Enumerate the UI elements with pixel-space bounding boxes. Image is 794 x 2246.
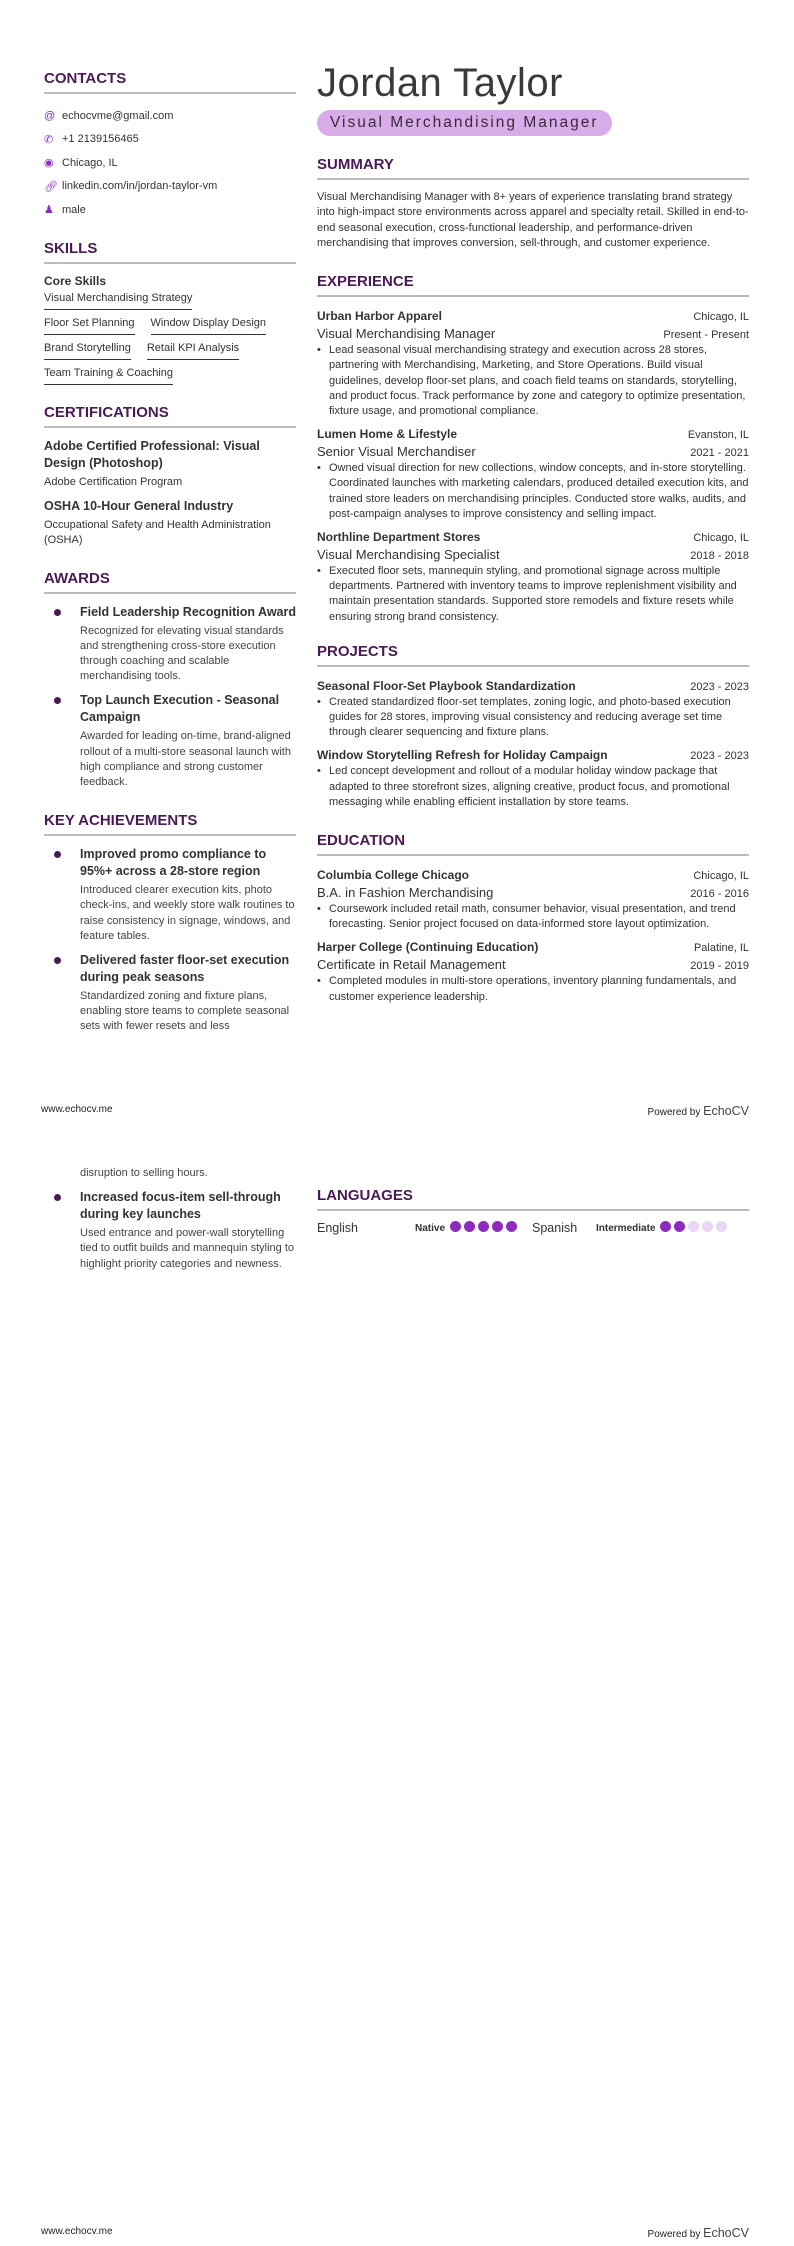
footer-powered: [648, 1104, 749, 1118]
rating-dot-filled: [492, 1221, 503, 1232]
left-column: [44, 70, 296, 1043]
contact-text: male: [62, 203, 86, 216]
achievement-title: Delivered faster floor-set execution during peak seasons: [80, 952, 290, 984]
summary-text: Visual Merchandising Manager with 8+ years of experience translating brand strategy into high-impact store environments across apparel and specialty retail. Skilled in end-to-end seasonal execution, cross-functional leadership, and performance-driven merchandising that improves conversion, sell-through, and customer experience.: [317, 191, 749, 249]
location: Evanston, IL: [687, 429, 749, 442]
bullet-text: Created standardized floor-set templates, zoning logic, and photo-based execution guides for 28 stores, improving visual consistency and reducing average set time through clearer sequencing and fixture plans.: [329, 695, 731, 739]
at-icon: @: [44, 109, 56, 122]
skill-tag: Floor Set Planning: [44, 317, 135, 335]
language-rating: [450, 1221, 520, 1235]
contact-phone[interactable]: [44, 128, 296, 152]
award-title: Top Launch Execution - Seasonal Campaign: [80, 693, 280, 725]
cert-issuer: Adobe Certification Program: [44, 475, 183, 488]
achievement-item: [44, 1189, 296, 1272]
bullet-text: Led concept development and rollout of a modular holiday window package that adapted to three storefront sizes, aligning creative, product focus, and promotional messaging while enabling efficient installation by store teams.: [329, 765, 730, 808]
dates: 2023 - 2023: [690, 680, 749, 693]
phone-icon: ✆: [44, 133, 54, 146]
award-item: [44, 692, 296, 790]
rating-dot-filled: [478, 1221, 489, 1232]
dates: 2021 - 2021: [690, 447, 749, 460]
contact-linkedin[interactable]: [44, 175, 296, 199]
achievement-title: Improved promo compliance to 95%+ across a 28-store region: [80, 847, 267, 879]
experience-section: [317, 273, 749, 625]
skill-tag: Team Training & Coaching: [44, 367, 173, 385]
projects-section: [317, 643, 749, 810]
contact-email[interactable]: [44, 104, 296, 128]
skill-tag: Window Display Design: [151, 317, 267, 335]
contact-location: [44, 151, 296, 175]
contact-text: Chicago, IL: [62, 156, 118, 169]
languages-section: [317, 1187, 749, 1235]
project-title: Window Storytelling Refresh for Holiday Campaign: [317, 748, 608, 763]
dates: 2019 - 2019: [690, 960, 749, 973]
achievement-desc: Introduced clearer execution kits, photo check-ins, and weekly store walk routines to raise consistency in signage, windows, and feature tables.: [80, 884, 295, 942]
project-item: [317, 677, 749, 741]
location: Palatine, IL: [693, 942, 749, 955]
bullet-text: Completed modules in multi-store operations, inventory planning fundamentals, and customer experience leadership.: [329, 975, 737, 1003]
rating-dot-filled: [660, 1221, 671, 1232]
contact-text: linkedin.com/in/jordan-taylor-vm: [62, 180, 218, 193]
achievement-desc: disruption to selling hours.: [80, 1167, 208, 1179]
award-title: Field Leadership Recognition Award: [80, 604, 297, 619]
award-desc: Awarded for leading on-time, brand-aligned rollout of a multi-store seasonal launch with high compliance and strong customer feedback.: [80, 730, 291, 788]
cert-title: OSHA 10-Hour General Industry: [44, 498, 234, 513]
bullet-dot-icon: [54, 609, 61, 616]
section-heading: AWARDS: [44, 570, 296, 594]
bullet-icon: •: [317, 462, 321, 475]
degree: Certificate in Retail Management: [317, 957, 506, 973]
achievement-continued: [44, 1166, 296, 1181]
brand-logo[interactable]: EchoCV: [703, 1104, 749, 1118]
cert-issuer: Occupational Safety and Health Administration (OSHA): [44, 518, 271, 546]
bullet-dot-icon: [54, 851, 61, 858]
dates: 2016 - 2016: [690, 888, 749, 901]
dates: 2023 - 2023: [690, 750, 749, 763]
bullet-text: Executed floor sets, mannequin styling, and promotional signage across multiple departments. Partnered with inventory teams to improve replenishment visibility and maintain presentation standards. Supported store remodels and fixture resets while ensuring strong brand consistency.: [329, 565, 737, 623]
dates: 2018 - 2018: [690, 550, 749, 563]
brand-logo[interactable]: EchoCV: [703, 2226, 749, 2240]
rating-dot-filled: [674, 1221, 685, 1232]
bullet-icon: •: [317, 565, 321, 578]
experience-item: [317, 307, 749, 419]
project-title: Seasonal Floor-Set Playbook Standardization: [317, 678, 576, 693]
location: Chicago, IL: [693, 311, 749, 324]
experience-item: [317, 528, 749, 625]
rating-dot-empty: [688, 1221, 699, 1232]
page-footer: [41, 1104, 749, 1118]
powered-label: Powered by: [647, 1107, 701, 1118]
role: Visual Merchandising Specialist: [317, 547, 500, 563]
bullet-dot-icon: [54, 1194, 61, 1201]
rating-dot-empty: [702, 1221, 713, 1232]
bullet-text: Lead seasonal visual merchandising strategy and execution across 28 stores, partnering with Merchandising, Marketing, and Store Operations. Build visual guidelines, develop floor-set plans, and coach field teams on standards, storytelling, and product focus. Track performance by zone and category to optimize presentation, fixture usage, and promotional compliance.: [329, 344, 746, 417]
job-title-badge: Visual Merchandising Manager: [317, 110, 612, 136]
company: Lumen Home & Lifestyle: [317, 427, 458, 442]
language-rating: [660, 1221, 730, 1235]
awards-section: [44, 570, 296, 791]
contact-text: +1 2139156465: [62, 133, 139, 146]
bullet-icon: •: [317, 765, 321, 778]
bullet-text: Coursework included retail math, consumer behavior, visual presentation, and trend forecasting. Senior project focused on data-informed store layout optimization.: [329, 903, 736, 931]
section-heading: CONTACTS: [44, 70, 296, 94]
section-heading: EDUCATION: [317, 832, 749, 856]
section-heading: PROJECTS: [317, 643, 749, 667]
section-heading: EXPERIENCE: [317, 273, 749, 297]
degree: B.A. in Fashion Merchandising: [317, 885, 494, 901]
summary-section: [317, 156, 749, 251]
link-icon: 🔗︎: [44, 180, 58, 193]
company: Urban Harbor Apparel: [317, 309, 442, 324]
skill-tag: Visual Merchandising Strategy: [44, 292, 192, 310]
contact-gender: [44, 198, 296, 222]
footer-site-link[interactable]: www.echocv.me: [41, 1104, 113, 1115]
education-section: [317, 832, 749, 1005]
bullet-dot-icon: [54, 697, 61, 704]
language-level: Native: [415, 1222, 446, 1234]
contact-text: echocvme@gmail.com: [62, 109, 174, 122]
award-item: [44, 604, 296, 685]
candidate-name: Jordan Taylor: [317, 61, 563, 105]
project-item: [317, 746, 749, 810]
rating-dot-filled: [464, 1221, 475, 1232]
section-heading: SKILLS: [44, 240, 296, 264]
language-name: English: [317, 1221, 358, 1235]
bullet-icon: •: [317, 903, 321, 916]
location-pin-icon: ◉: [44, 157, 54, 170]
education-item: [317, 938, 749, 1004]
achievement-item: [44, 846, 296, 944]
footer-site-link[interactable]: www.echocv.me: [41, 2226, 113, 2237]
role: Senior Visual Merchandiser: [317, 444, 476, 460]
bullet-icon: •: [317, 344, 321, 357]
location: Chicago, IL: [693, 532, 749, 545]
achievement-title: Increased focus-item sell-through during key launches: [80, 1190, 281, 1222]
skills-section: [44, 240, 296, 392]
certifications-section: [44, 404, 296, 548]
cert-title: Adobe Certified Professional: Visual Design (Photoshop): [44, 438, 260, 470]
rating-dot-filled: [506, 1221, 517, 1232]
contacts-section: [44, 70, 296, 222]
skill-group-title: Core Skills: [44, 273, 107, 288]
education-item: [317, 866, 749, 932]
experience-item: [317, 425, 749, 522]
bullet-icon: •: [317, 695, 321, 708]
languages-row: [317, 1221, 749, 1235]
dates: Present - Present: [663, 329, 749, 342]
bullet-text: Owned visual direction for new collections, window concepts, and in-store storytelling. Coordinated launches with marketing calendars, produced detailed execution kits, and trained store leaders on merchandising principles. Conducted store walks, audits, and post-campaign analyses to improve consistency and selling impact.: [329, 462, 749, 520]
section-heading: KEY ACHIEVEMENTS: [44, 812, 296, 836]
bullet-dot-icon: [54, 957, 61, 964]
award-desc: Recognized for elevating visual standards and strengthening cross-store execution through coaching and scalable merchandising tools.: [80, 624, 284, 683]
left-column-page2: [44, 1166, 296, 1280]
achievement-desc: Standardized zoning and fixture plans, enabling store teams to complete seasonal sets with fewer resets and less: [80, 989, 290, 1033]
section-heading: LANGUAGES: [317, 1187, 749, 1211]
section-heading: CERTIFICATIONS: [44, 404, 296, 428]
right-column: [317, 60, 749, 1011]
powered-label: Powered by: [647, 2229, 701, 2240]
company: Northline Department Stores: [317, 530, 481, 545]
language-level: Intermediate: [596, 1222, 656, 1234]
skill-tag: Retail KPI Analysis: [147, 342, 239, 360]
skill-tag: Brand Storytelling: [44, 342, 131, 360]
achievements-section: [44, 812, 296, 1034]
achievement-desc: Used entrance and power-wall storytelling tied to outfit builds and mannequin styling to highlight priority categories and newness.: [80, 1227, 295, 1270]
role: Visual Merchandising Manager: [317, 326, 496, 342]
section-heading: SUMMARY: [317, 156, 749, 180]
rating-dot-filled: [450, 1221, 461, 1232]
school: Harper College (Continuing Education): [317, 940, 539, 955]
bullet-icon: •: [317, 975, 321, 988]
location: Chicago, IL: [693, 870, 749, 883]
person-icon: ♟: [44, 204, 54, 217]
achievement-item: [44, 952, 296, 1035]
rating-dot-empty: [716, 1221, 727, 1232]
school: Columbia College Chicago: [317, 868, 470, 883]
footer-powered: [648, 2226, 749, 2240]
page-footer: [41, 2226, 749, 2240]
language-name: Spanish: [532, 1221, 578, 1235]
